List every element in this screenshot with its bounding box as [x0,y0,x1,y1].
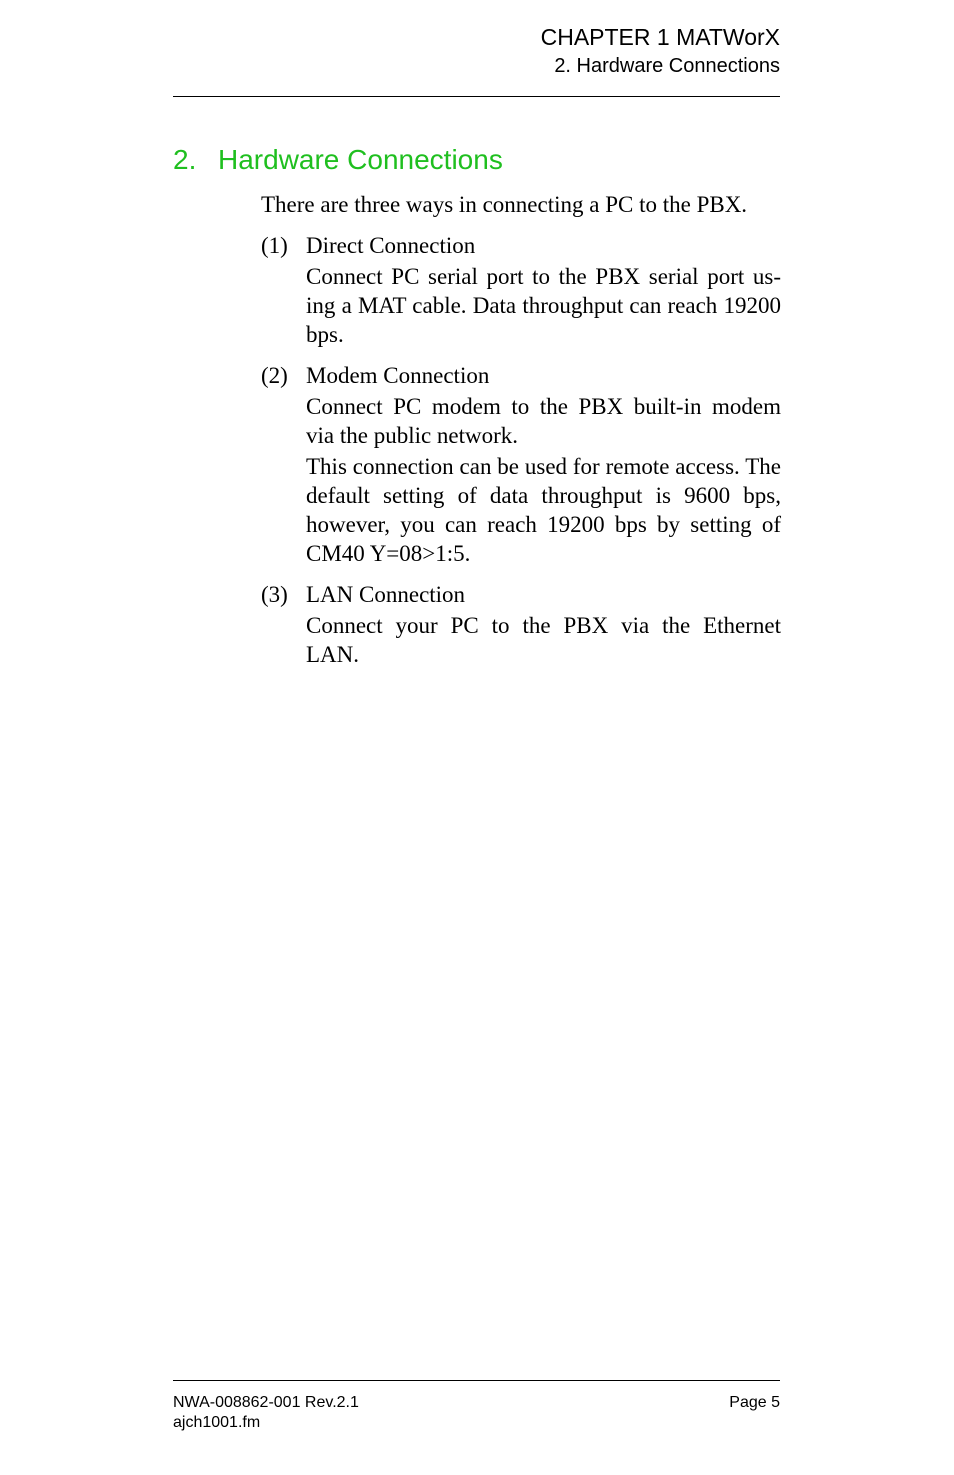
item-title: Direct Connection [306,233,476,258]
list-item-modem-connection [261,361,781,568]
footer-divider [173,1380,780,1381]
page-number: Page 5 [729,1394,780,1411]
item-description: Connect your PC to the PBX via the Ethernet LAN. [306,613,781,667]
file-name: ajch1001.fm [173,1414,261,1431]
list-item-direct-connection [261,231,781,349]
chapter-header: CHAPTER 1 MATWorX [540,24,780,50]
list-item-lan-connection [261,580,781,669]
section-title [173,142,503,178]
item-title: Modem Connection [306,363,490,388]
header-divider [173,96,780,97]
item-description: Connect PC serial port to the PBX serial port us-ing a MAT cable. Data throughput can reach 19200 bps. [306,264,781,347]
section-body [261,190,781,681]
section-number: 2. [173,144,197,175]
item-title: LAN Connection [306,582,466,607]
item-number: (3) [261,582,288,607]
intro-text: There are three ways in connecting a PC to the PBX. [261,192,748,217]
item-description: This connection can be used for remote access. The default setting of data throughput is 9600 bps, however, you can reach 19200 bps by setting of CM40 Y=08>1:5. [306,454,781,566]
footer-doc-info [173,1393,359,1433]
section-header: 2. Hardware Connections [554,55,780,77]
item-description: Connect PC modem to the PBX built-in modem via the public network. [306,394,781,448]
document-number: NWA-008862-001 Rev.2.1 [173,1394,359,1411]
item-number: (2) [261,363,288,388]
item-number: (1) [261,233,288,258]
section-title-text: Hardware Connections [218,144,503,175]
